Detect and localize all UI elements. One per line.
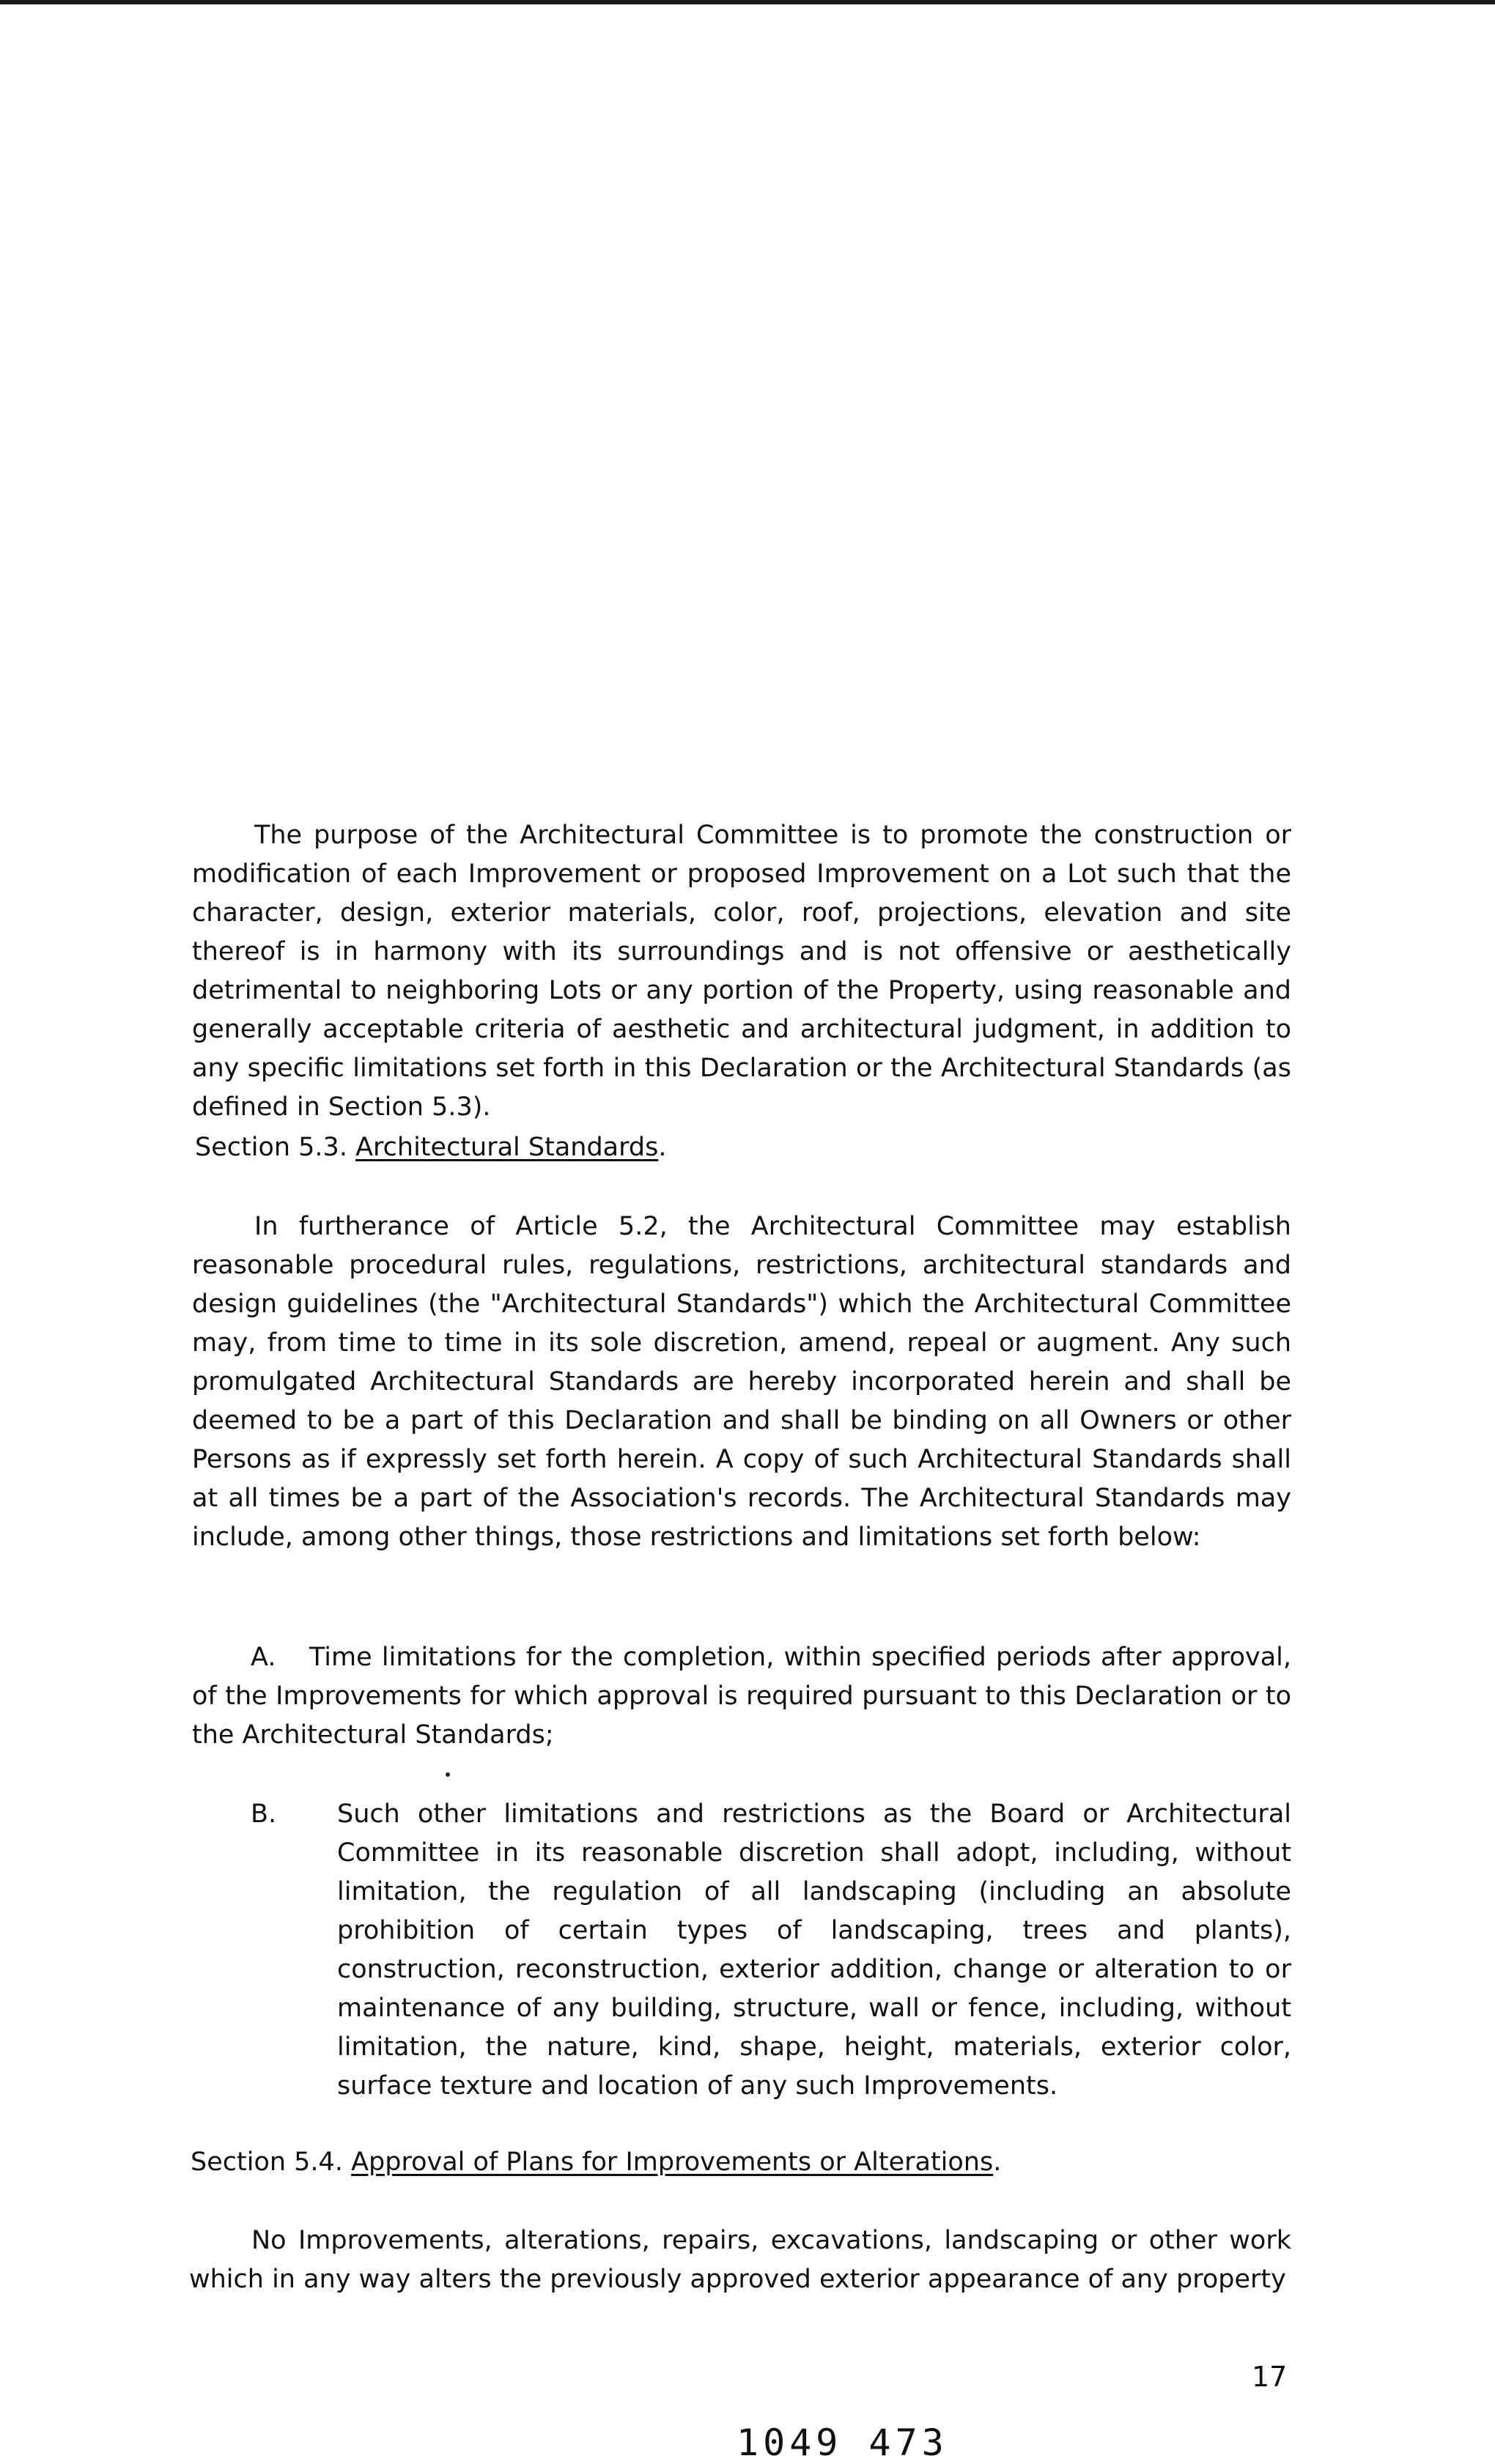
list-item-b-marker: B. bbox=[251, 1799, 277, 1829]
section-5-4-number: Section 5.4. bbox=[191, 2147, 343, 2177]
stray-ink-mark bbox=[446, 1772, 450, 1777]
section-5-3-heading: Section 5.3. Architectural Standards. bbox=[195, 1133, 667, 1162]
intro-paragraph: The purpose of the Architectural Committee is to promote the construction or modification of each Improvement or proposed Improvement on a Lot such that the character, design, exterior materials, color, roof, projections, elevation and site thereof is in harmony with its surroundings and is not offensive or aesthetically detrimental to neighboring Lots or any portion of the Property, using reasonable and generally acceptable criteria of aesthetic and architectural judgment, in addition to any specific limitations set forth in this Declaration or the Architectural Standards (as defined in Section 5.3). bbox=[192, 821, 1291, 1122]
list-item-a bbox=[192, 1638, 1291, 1755]
section-5-4-title: Approval of Plans for Improvements or Alterations bbox=[351, 2147, 994, 2177]
list-item-b-text: Such other limitations and restrictions as the Board or Architectural Committee in its reasonable discretion shall adopt, including, without limitation, the regulation of all landscaping (including an absolute prohibition of certain types of landscaping, trees and plants), construction, reconstruction, exterior addition, change or alteration to or maintenance of any building, structure, wall or fence, including, without limitation, the nature, kind, shape, height, materials, exterior color, surface texture and location of any such Improvements. bbox=[337, 1799, 1291, 2101]
section-5-3-title: Architectural Standards bbox=[355, 1133, 659, 1162]
list-item-a-marker: A. bbox=[251, 1643, 276, 1672]
page-number: 17 bbox=[1252, 2361, 1288, 2393]
section-5-3-paragraph: In furtherance of Article 5.2, the Architectural Committee may establish reasonable procedural rules, regulations, restrictions, architectural standards and design guidelines (the "Architectural Standards") which the Architectural Committee may, from time to time in its sole discretion, amend, repeal or augment. Any such promulgated Architectural Standards are hereby incorporated herein and shall be deemed to be a part of this Declaration and shall be binding on all Owners or other Persons as if expressly set forth herein. A copy of such Architectural Standards shall at all times be a part of the Association's records. The Architectural Standards may include, among other things, those restrictions and limitations set forth below: bbox=[192, 1212, 1291, 1552]
section-5-4-paragraph: No Improvements, alterations, repairs, excavations, landscaping or other work which in any way alters the previously approved exterior appearance of any property bbox=[189, 2226, 1291, 2294]
section-5-3-number: Section 5.3. bbox=[195, 1133, 347, 1162]
recording-book-page-stamp: 1049 473 bbox=[737, 2422, 948, 2464]
scan-top-edge bbox=[0, 0, 1495, 4]
section-5-4-heading: Section 5.4. Approval of Plans for Improvements or Alterations. bbox=[191, 2147, 1002, 2177]
list-item-a-text: Time limitations for the completion, within specified periods after approval, of the Improvements for which approval is required pursuant to this Declaration or to the Architectural Standards; bbox=[192, 1643, 1291, 1750]
